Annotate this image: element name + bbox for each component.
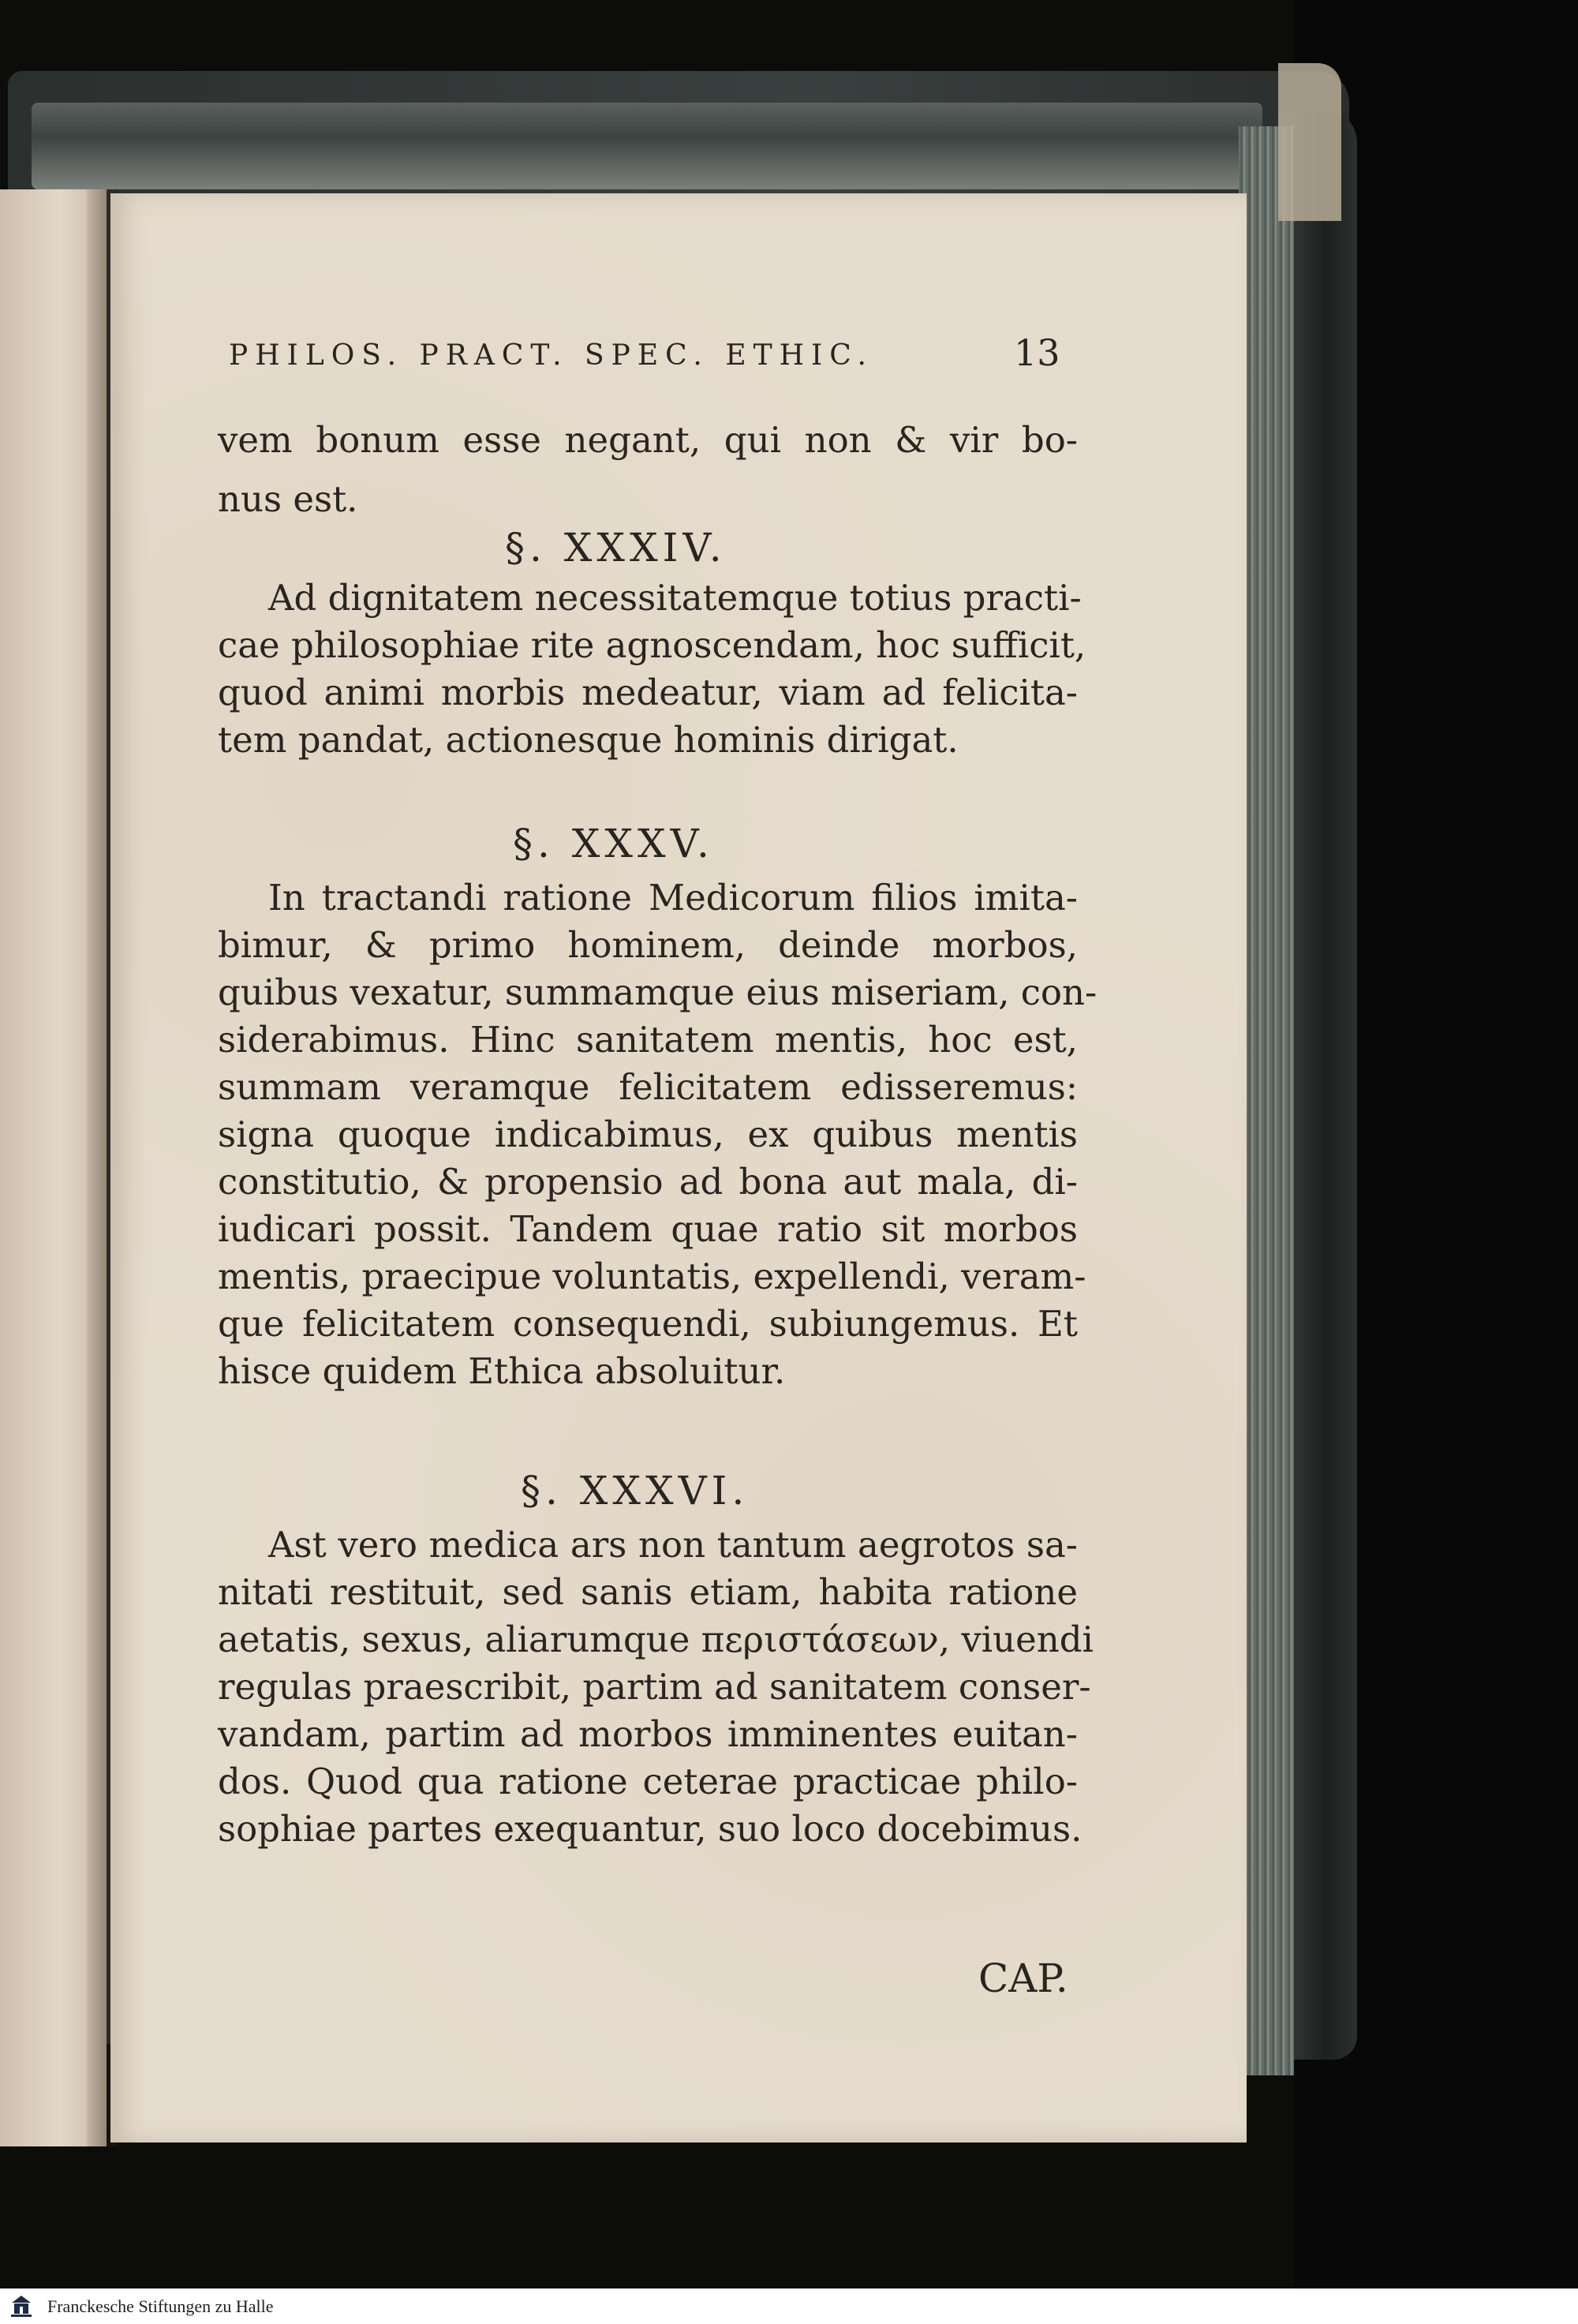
text-line: nus est. [218,478,358,520]
text-line: In tractandi ratione Medicorum filios imita- [268,877,1078,919]
running-head: PHILOS. PRACT. SPEC. ETHIC. [229,339,873,372]
text-line: iudicari possit. Tandem quae ratio sit morbos [218,1208,1078,1250]
cover-worn-corner [1278,63,1341,221]
text-line: sophiae partes exequantur, suo loco docebimus. [218,1808,1083,1850]
foundation-logo-icon [8,2293,35,2320]
section-heading: §. XXXVI. [521,1468,750,1514]
page-block-edge [1239,126,1294,2075]
text-line: Ad dignitatem necessitatemque totius practi- [268,577,1082,619]
text-line: nitati restituit, sed sanis etiam, habita ratione [218,1571,1078,1613]
text-line: dos. Quod qua ratione ceterae practicae philo- [218,1761,1078,1802]
text-line: bimur, & primo hominem, deinde morbos, [218,924,1078,966]
text-line: quibus vexatur, summamque eius miseriam, con- [218,971,1097,1013]
text-line: quod animi morbis medeatur, viam ad felicita- [218,672,1078,713]
footer-credit[interactable]: Franckesche Stiftungen zu Halle [47,2296,274,2316]
text-line: regulas praescribit, partim ad sanitatem conser- [218,1666,1091,1708]
text-line: mentis, praecipue voluntatis, expellendi, veram- [218,1256,1086,1297]
catchword: CAP. [978,1955,1068,2001]
page-number: 13 [1014,331,1060,374]
section-heading: §. XXXV. [513,821,714,866]
text-line: vem bonum esse negant, qui non & vir bo- [218,419,1078,461]
text-line: cae philosophiae rite agnoscendam, hoc sufficit, [218,624,1086,666]
book-top-edge [32,103,1262,189]
text-line: constitutio, & propensio ad bona aut mala, di- [218,1161,1078,1203]
text-line: siderabimus. Hinc sanitatem mentis, hoc est, [218,1019,1078,1061]
text-line: summam veramque felicitatem edisseremus: [218,1066,1078,1108]
text-line: vandam, partim ad morbos imminentes euitan- [218,1713,1078,1755]
text-line: tem pandat, actionesque hominis dirigat. [218,719,959,761]
text-line: que felicitatem consequendi, subiungemus. Et [218,1303,1078,1345]
text-line: signa quoque indicabimus, ex quibus mentis [218,1113,1078,1155]
text-line: Ast vero medica ars non tantum aegrotos sa- [268,1524,1078,1566]
section-heading: §. XXXIV. [505,525,727,571]
text-line: hisce quidem Ethica absoluitur. [218,1350,786,1392]
text-line: aetatis, sexus, aliarumque περιστάσεων, viuendi [218,1619,1094,1660]
